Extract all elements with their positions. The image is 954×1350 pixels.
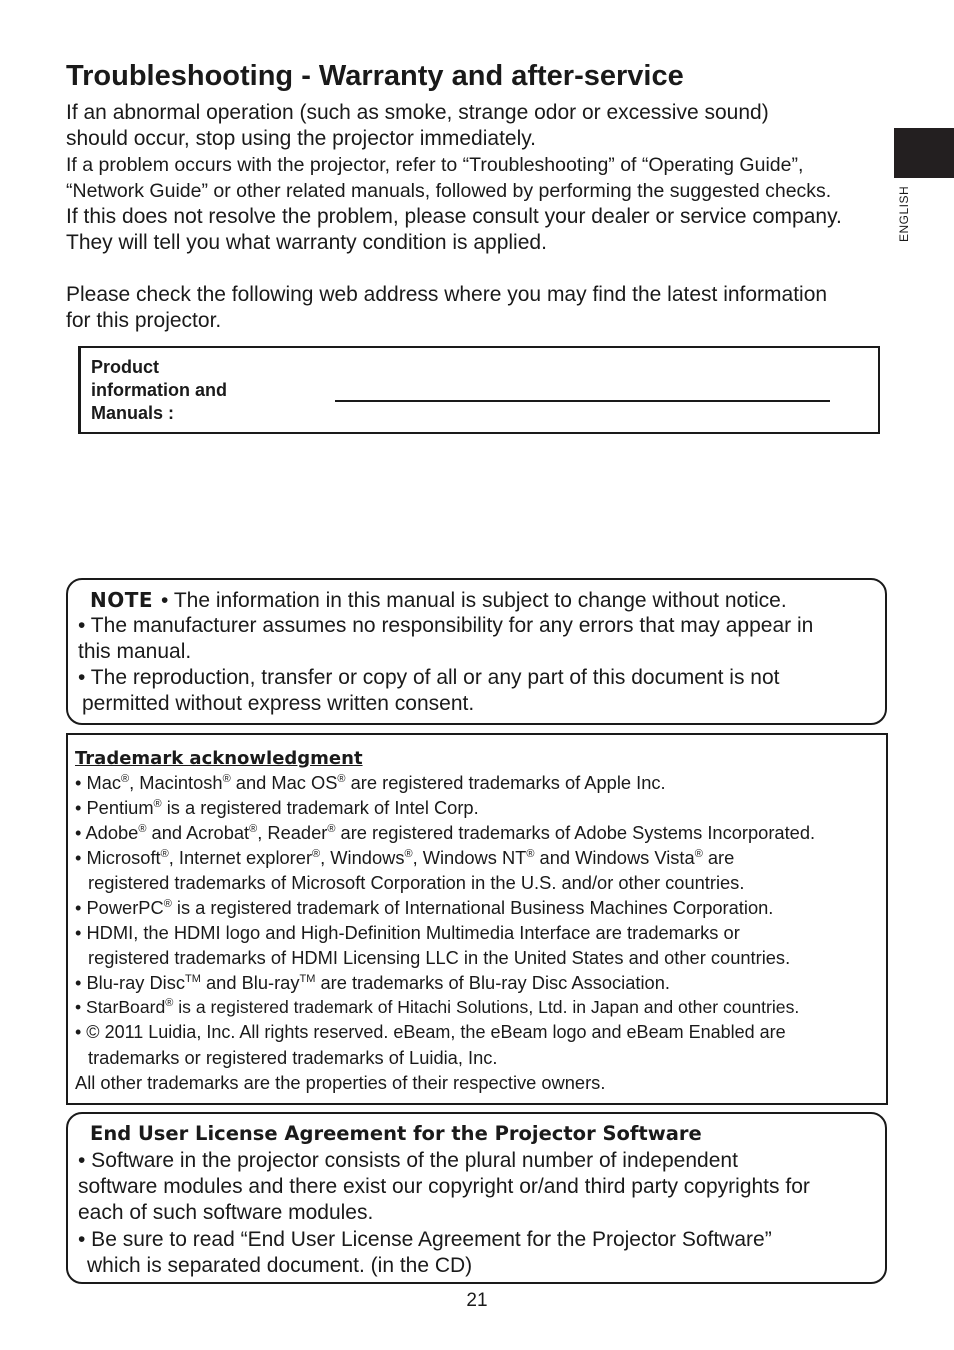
trademark-item: • Microsoft®, Internet explorer®, Windows®, Windows NT® and Windows Vista® are	[75, 847, 735, 868]
intro-line: If this does not resolve the problem, please consult your dealer or service company.	[66, 205, 842, 228]
trademark-heading: Trademark acknowledgment	[75, 748, 363, 769]
intro-text	[66, 100, 896, 334]
eula-line: which is separated document. (in the CD)	[87, 1254, 473, 1277]
note-label: NOTE	[90, 588, 154, 612]
trademark-item: • Adobe® and Acrobat®, Reader® are registered trademarks of Adobe Systems Incorporated.	[75, 822, 816, 843]
eula-line: each of such software modules.	[78, 1201, 374, 1224]
trademark-item: • StarBoard® is a registered trademark of Hitachi Solutions, Ltd. in Japan and other countries.	[75, 997, 800, 1017]
trademark-item-continued: trademarks or registered trademarks of Luidia, Inc.	[88, 1047, 498, 1068]
product-info-label: Product information and Manuals :	[91, 357, 227, 423]
note-line: permitted without express written consent.	[82, 692, 475, 715]
eula-line: software modules and there exist our copyright or/and third party copyrights for	[78, 1175, 810, 1198]
trademark-box	[66, 733, 888, 1105]
intro-line: They will tell you what warranty condition is applied.	[66, 231, 547, 254]
trademark-item: • Blu-ray Disc™ and Blu-ray™ are trademarks of Blu-ray Disc Association.	[75, 972, 670, 993]
eula-heading: End User License Agreement for the Projector Software	[90, 1122, 702, 1145]
eula-line: • Software in the projector consists of the plural number of independent	[78, 1149, 738, 1172]
trademark-item-continued: registered trademarks of Microsoft Corporation in the U.S. and/or other countries.	[88, 872, 745, 893]
trademark-footer: All other trademarks are the properties of their respective owners.	[75, 1072, 606, 1093]
eula-box	[66, 1112, 887, 1284]
page-title: Troubleshooting - Warranty and after-service	[66, 60, 684, 92]
trademark-item-continued: registered trademarks of HDMI Licensing LLC in the United States and other countries.	[88, 947, 791, 968]
intro-line: “Network Guide” or other related manuals, followed by performing the suggested checks.	[66, 180, 832, 202]
intro-line: should occur, stop using the projector immediately.	[66, 127, 537, 150]
web-address-blank-line	[335, 400, 830, 402]
note-line: NOTE • The information in this manual is subject to change without notice.	[90, 588, 787, 612]
intro-line: If an abnormal operation (such as smoke, strange odor or excessive sound)	[66, 101, 769, 124]
eula-line: • Be sure to read “End User License Agreement for the Projector Software”	[78, 1228, 772, 1251]
trademark-item: • HDMI, the HDMI logo and High-Definition Multimedia Interface are trademarks or	[75, 922, 740, 943]
trademark-item: • Mac®, Macintosh® and Mac OS® are registered trademarks of Apple Inc.	[75, 772, 666, 793]
trademark-item: • PowerPC® is a registered trademark of International Business Machines Corporation.	[75, 897, 774, 918]
trademark-item: • Pentium® is a registered trademark of Intel Corp.	[75, 797, 479, 818]
language-label: ENGLISH	[897, 185, 911, 242]
note-line: • The manufacturer assumes no responsibility for any errors that may appear in	[78, 614, 814, 637]
note-box	[66, 578, 887, 725]
page-number: 21	[466, 1290, 488, 1311]
trademark-item: • © 2011 Luidia, Inc. All rights reserved. eBeam, the eBeam logo and eBeam Enabled are	[75, 1022, 786, 1042]
note-line: this manual.	[78, 640, 192, 663]
note-line: • The reproduction, transfer or copy of all or any part of this document is not	[78, 666, 780, 689]
intro-line: for this projector.	[66, 309, 222, 332]
intro-line: Please check the following web address where you may find the latest information	[66, 283, 828, 306]
language-tab-marker	[894, 128, 954, 178]
product-info-box	[78, 346, 880, 434]
intro-line: If a problem occurs with the projector, refer to “Troubleshooting” of “Operating Guide”,	[66, 154, 804, 176]
